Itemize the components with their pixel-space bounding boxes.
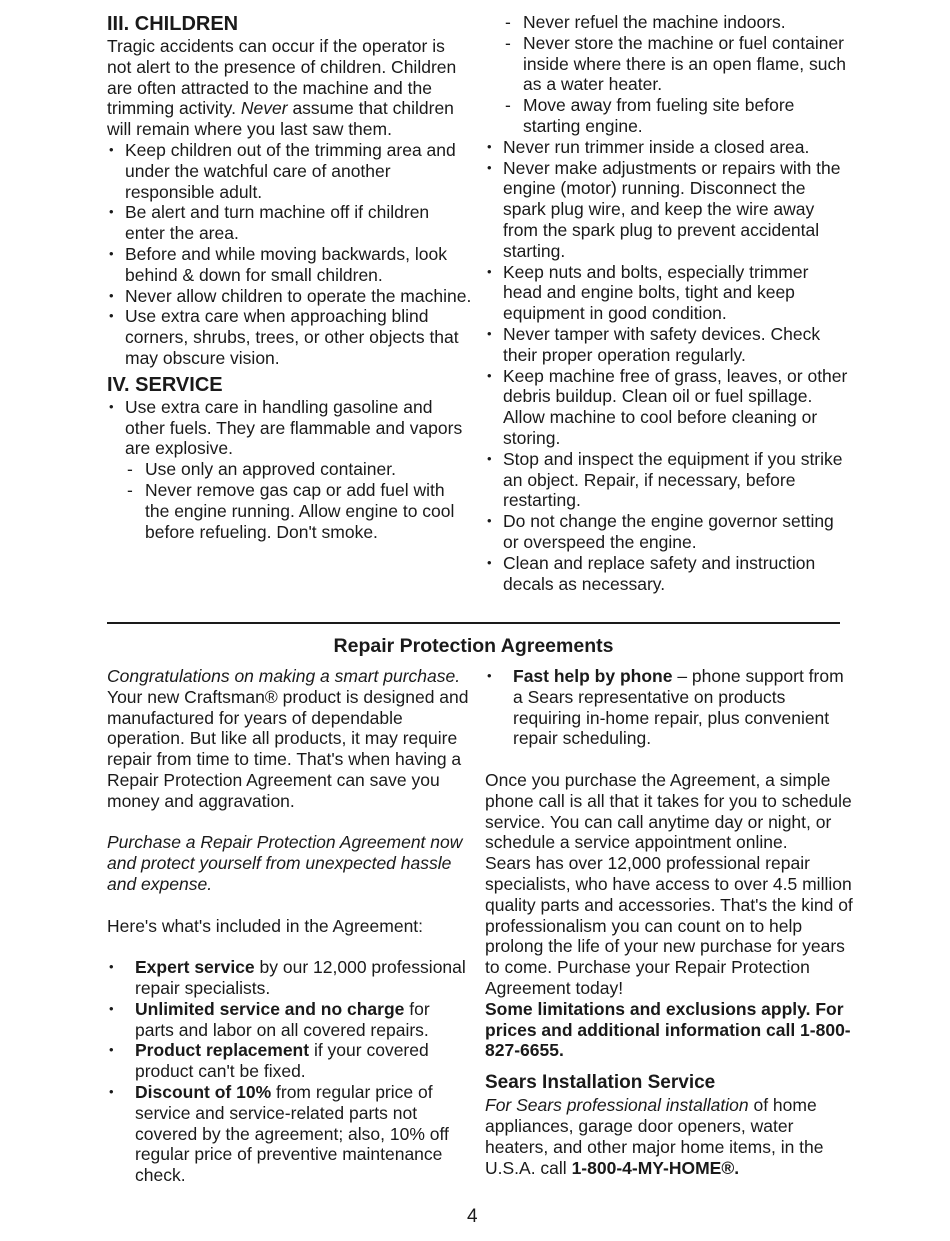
column-service-continued <box>485 12 850 594</box>
list-item: • Expert service by our 12,000 professional repair specialists. <box>107 957 472 999</box>
list-item: • Before and while moving backwards, look behind & down for small children. <box>107 244 472 286</box>
list-item: • Never run trimmer inside a closed area. <box>485 137 850 158</box>
column-children-service <box>107 12 472 542</box>
list-item: • Clean and replace safety and instruction decals as necessary. <box>485 553 850 595</box>
section-divider <box>107 622 840 624</box>
rpa-items-b <box>485 666 855 749</box>
rpa-sears: Sears has over 12,000 professional repair specialists, who have access to over 4.5 million quality parts and accessories. That's the kind of professionalism you can count on to help prolong the life of your new purchase for years to come. Purchase your Repair Protection Agreement today! <box>485 853 853 998</box>
children-heading: III. CHILDREN <box>107 13 239 35</box>
install-text: For Sears professional installation of home appliances, garage door openers, water heaters, and other major home items, in the U.S.A. call 1-800-4-MY-HOME®. <box>485 1095 824 1178</box>
rpa-congrats: Congratulations on making a smart purchase. Your new Craftsman® product is designed and manufactured for years of dependable operation. But like all products, it may require repair from time to time. That's when having a Repair Protection Agreement can save you money and aggravation. <box>107 666 469 811</box>
list-item: • Fast help by phone – phone support from a Sears representative on products requiring in-home repair, plus convenient repair scheduling. <box>485 666 855 749</box>
list-item: • Use extra care in handling gasoline and other fuels. They are flammable and vapors are explosive. <box>107 397 472 459</box>
list-item: • Never make adjustments or repairs with the engine (motor) running. Disconnect the spark plug wire, and keep the wire away from the spark plug to prevent accidental starting. <box>485 158 850 262</box>
page-number: 4 <box>467 1206 478 1227</box>
rpa-title: Repair Protection Agreements <box>333 635 614 657</box>
children-bullets <box>107 140 472 369</box>
list-item: • Product replacement if your covered product can't be fixed. <box>107 1040 472 1082</box>
list-item: • Keep children out of the trimming area and under the watchful care of another responsible adult. <box>107 140 472 202</box>
list-item: • Do not change the engine governor setting or overspeed the engine. <box>485 511 850 553</box>
column-rpa-left <box>107 666 472 1186</box>
service-dashes-b <box>485 12 850 137</box>
dash-item: - Never refuel the machine indoors. <box>485 12 850 33</box>
list-item: • Keep nuts and bolts, especially trimmer head and engine bolts, tight and keep equipment in good condition. <box>485 262 850 324</box>
column-rpa-right <box>485 666 855 1178</box>
list-item: • Unlimited service and no charge for parts and labor on all covered repairs. <box>107 999 472 1041</box>
list-item: • Keep machine free of grass, leaves, or other debris buildup. Clean oil or fuel spillage. Allow machine to cool before cleaning or storing. <box>485 366 850 449</box>
install-heading: Sears Installation Service <box>485 1072 716 1094</box>
rpa-limits: Some limitations and exclusions apply. For prices and additional information call 1-800-827-6655. <box>485 998 851 1061</box>
list-item: • Discount of 10% from regular price of service and service-related parts not covered by the agreement; also, 10% off regular price of preventive maintenance check. <box>107 1082 472 1186</box>
dash-item: - Use only an approved container. <box>107 459 472 480</box>
dash-item: - Never store the machine or fuel container inside where there is an open flame, such as a water heater. <box>485 33 850 95</box>
service-bullets-a <box>107 397 472 543</box>
dash-item: - Never remove gas cap or add fuel with the engine running. Allow engine to cool before refueling. Don't smoke. <box>107 480 472 542</box>
rpa-items <box>107 957 472 1186</box>
service-bullets-b <box>485 137 850 595</box>
rpa-purchase: Purchase a Repair Protection Agreement now and protect yourself from unexpected hassle and expense. <box>107 832 463 894</box>
list-item: • Use extra care when approaching blind corners, shrubs, trees, or other objects that may obscure vision. <box>107 306 472 368</box>
dash-item: - Move away from fueling site before starting engine. <box>485 95 850 137</box>
list-item: • Stop and inspect the equipment if you strike an object. Repair, if necessary, before restarting. <box>485 449 850 511</box>
service-heading: IV. SERVICE <box>107 373 223 396</box>
list-item: • Be alert and turn machine off if children enter the area. <box>107 202 472 244</box>
list-item: • Never allow children to operate the machine. <box>107 286 472 307</box>
rpa-once: Once you purchase the Agreement, a simple phone call is all that it takes for you to schedule service. You can call anytime day or night, or schedule a service appointment online. <box>485 769 852 853</box>
list-item: • Never tamper with safety devices. Check their proper operation regularly. <box>485 324 850 366</box>
rpa-included: Here's what's included in the Agreement: <box>107 915 424 936</box>
children-intro: Tragic accidents can occur if the operator is not alert to the presence of children. Children are often attracted to the machine and the trimming activity. Never assume that children will remain where you last saw them. <box>107 36 457 140</box>
